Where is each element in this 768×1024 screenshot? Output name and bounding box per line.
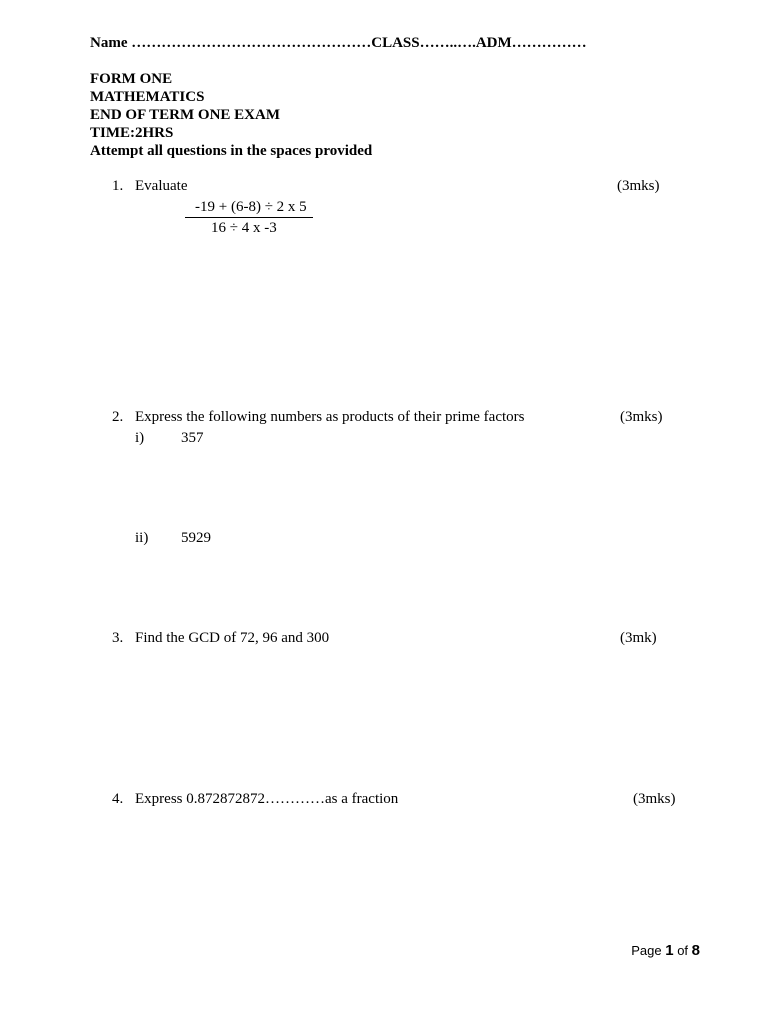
question-1-text: Evaluate [135, 178, 188, 194]
question-4-text: Express 0.872872872…………as a fraction [135, 791, 399, 807]
question-3-text: Find the GCD of 72, 96 and 300 [135, 630, 330, 646]
current-page-number: 1 [665, 942, 674, 959]
page-word: Page [631, 943, 662, 958]
time-heading: TIME:2HRS [90, 125, 174, 141]
of-word: of [677, 943, 689, 958]
question-2-part-ii-label: ii) [135, 530, 149, 546]
question-1-denominator: 16 ÷ 4 x -3 [211, 220, 277, 236]
name-class-adm-line: Name …………………………………………CLASS……..….ADM…………… [90, 35, 587, 51]
question-1-number: 1. [112, 178, 124, 194]
question-2-part-i-label: i) [135, 430, 145, 446]
question-2-number: 2. [112, 409, 124, 425]
question-1-numerator: -19 + (6-8) ÷ 2 x 5 [185, 199, 313, 218]
question-2-text: Express the following numbers as products of their prime factors [135, 409, 525, 425]
question-2-part-i-value: 357 [181, 430, 204, 446]
question-1-marks: (3mks) [617, 178, 660, 194]
question-2-part-ii-value: 5929 [181, 530, 211, 546]
form-heading: FORM ONE [90, 71, 173, 87]
question-2-marks: (3mks) [620, 409, 663, 425]
subject-heading: MATHEMATICS [90, 89, 205, 105]
total-pages-number: 8 [691, 942, 700, 959]
exam-heading: END OF TERM ONE EXAM [90, 107, 281, 123]
question-4-number: 4. [112, 791, 124, 807]
question-3-marks: (3mk) [620, 630, 657, 646]
instructions-heading: Attempt all questions in the spaces provided [90, 143, 373, 159]
page-footer [631, 942, 700, 959]
question-4-marks: (3mks) [633, 791, 676, 807]
question-3-number: 3. [112, 630, 124, 646]
